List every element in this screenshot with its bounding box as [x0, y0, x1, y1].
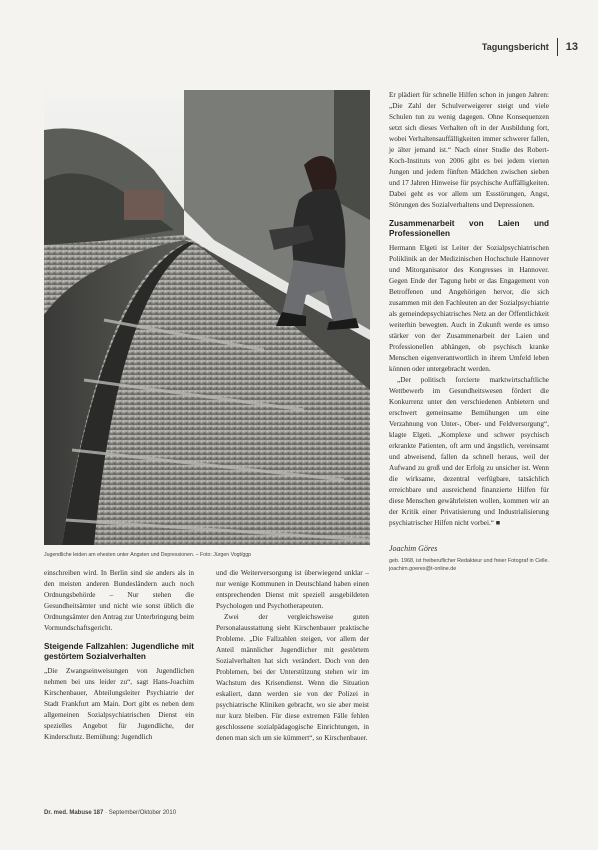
article-photo	[44, 90, 370, 545]
author-name: Joachim Göres	[389, 544, 438, 553]
col1-paragraph-1: einschreiben wird. In Berlin sind sie anders als in den meisten anderen Bundesländern auch noch Ordnungsbehörde – Nur stehen die Gesundheitsämter und nicht wie sonst üblich die Ordnungsämter den Antrag zur Unterbringung beim Vormundschaftsgericht.	[44, 569, 194, 632]
header-divider	[557, 38, 558, 56]
article-column-1	[44, 568, 194, 743]
col3-paragraph-1: Er plädiert für schnelle Hilfen schon in jungen Jahren: „Die Zahl der Schulverweigerer steigt und viele Schulen tun zu wenig dagegen. Ohne Konsequenzen setzt sich dieses Verhalten oft in der Ausbildung fort, wobei Verhaltensauffälligkeiten immer schwerer fallen, je älter jemand ist.“ Nach einer Studie des Robert-Koch-Instituts von 2006 gibt es bei jedem vierten Jungen und jedem fünften Mädchen zwischen sieben und 17 Jahren Hinweise für psychische Auffälligkeiten. Dabei geht es vor allem um Essstörungen, Angst, Störungen des Sozialverhaltens und Depressionen.	[389, 91, 549, 209]
col3-subheading: Zusammenarbeit von Laien und Professionellen	[389, 219, 549, 238]
col2-paragraph-1: und die Weiterversorgung ist überwiegend unklar – nur wenige Kommunen in Deutschland haben einen entsprechenden Dienst mit speziell ausgebildeten Psychologen und Psychotherapeuten.	[216, 569, 369, 610]
issue-date: · September/Oktober 2010	[105, 810, 177, 816]
article-column-2	[216, 568, 369, 744]
col3-paragraph-2: Hermann Elgeti ist Leiter der Sozialpsychiatrischen Poliklinik an der Medizinischen Hochschule Hannover und Mitorganisator des Kongresses in Hannover. Gegen Ende der Tagung hebt er das Engagement von Betroffenen und Angehörigen hervor, die sich zusammen mit den Fachleuten an der Sozialpsychiatrie als gemeindepsychiatrisches Netz an der Öffentlichkeit weiterhin bewegten. Auch in Zukunft werde es umso stärker von der Zusammenarbeit der Laien und Professionellen abhängen, ob psychisch kranke Menschen eigenverantwortlich in ihrem Umfeld leben können oder untergebracht werden.	[389, 244, 549, 373]
author-box	[389, 543, 549, 573]
col1-subheading: Steigende Fallzahlen: Jugendliche mit gestörtem Sozialverhalten	[44, 642, 194, 661]
page-number: 13	[565, 41, 578, 53]
journal-name: Dr. med. Mabuse 187	[44, 810, 104, 816]
col2-paragraph-2: Zwei der vergleichsweise guten Personalausstattung sieht Kirschenbauer praktische Probleme. „Die Fallzahlen steigen, vor allem der Anteil männlicher Jugendlicher mit gestörtem Sozialverhalten hat sich verändert. Doch von den Problemen, bei der Unterstützung stehen wir im Wachstum des Krisendienst. Wenn die Situation eskaliert, dann werden sie von der Polizei in psychiatrische Kliniken gebracht, wo sie aber meist nur kurz bleiben. Für diese extremen Fälle fehlen geschlossene sozialpädagogische Einrichtungen, in denen man sich um sie kümmert“, so Kirschenbauer.	[216, 613, 369, 742]
page-footer	[44, 810, 176, 816]
author-bio: geb. 1968, ist freiberuflicher Redakteur und freier Fotograf in Celle. joachim.goeres@t-online.de	[389, 558, 549, 572]
col3-paragraph-3: „Der politisch forcierte marktwirtschaftliche Wettbewerb im Gesundheitswesen fördert die Konkurrenz unter den verschiedenen Anbietern und erschwert gemeinsame Bemühungen um eine Verzahnung von Unter-, Ober- und Feldversorgung“, klagte Elgeti. „Komplexe und schwer psychisch erkrankte Patienten, oft arm und ängstlich, vereinsamt und abweisend, fallen da schnell heraus, weil der Aufwand zu groß und der Erfolg zu unsicher ist. Wenn die wirksame, dezentral verfügbare, tatsächlich erreichbare und ausreichend finanzierte Hilfen für diese Menschen gewährleisten wollen, kommen wir an der Kritik einer Privatisierung und Industrialisierung psychiatrischer Hilfen nicht vorbei.“ ■	[389, 376, 549, 527]
page-header	[482, 38, 578, 56]
article-column-3	[389, 90, 549, 573]
section-title: Tagungsbericht	[481, 42, 549, 52]
photo-caption: Jugendliche leiden am ehesten unter Ängsten und Depressionen. – Foto: Jürgen Vogt/ggp	[44, 552, 252, 558]
railway-photo-illustration	[44, 90, 370, 545]
col1-paragraph-2: „Die Zwangseinweisungen von Jugendlichen nehmen bei uns leider zu“, sagt Hans-Joachim Kirschenbauer, Abteilungsleiter Psychiatrie der Stadt Frankfurt am Main. Dort gibt es neben dem allgemeinen Sozialpsychiatrischen Dienst ein spezielles Angebot für Jugendliche, der Kinderschutz. Bemühung: Jugendlich	[44, 667, 194, 741]
